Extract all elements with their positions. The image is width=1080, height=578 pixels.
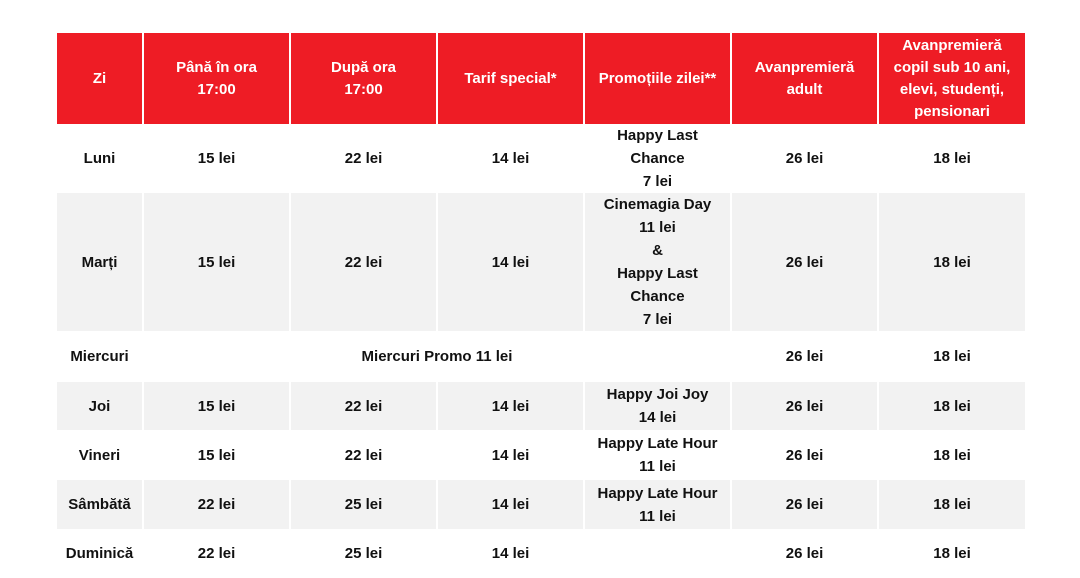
promo-line: Happy Last Chance: [617, 265, 698, 305]
cell-avan-adult: 26 lei: [732, 430, 877, 480]
header-avan-adult: [732, 33, 877, 124]
cell-merged-promo: Miercuri Promo 11 lei: [144, 331, 730, 382]
cell-zi: Vineri: [57, 430, 142, 480]
cell-zi: Marți: [57, 193, 142, 331]
cell-tarif: 14 lei: [438, 124, 583, 193]
table-row-miercuri: [57, 331, 1025, 382]
table-row-joi: [57, 382, 1025, 430]
cell-zi: Duminică: [57, 529, 142, 578]
cell-zi: Joi: [57, 382, 142, 430]
header-promo: Promoțiile zilei**: [585, 33, 730, 124]
header-line: Avanpremieră: [754, 58, 855, 76]
cell-promo: [585, 430, 730, 480]
promo-line: Happy Joi Joy: [606, 386, 709, 403]
table-row-duminica: [57, 529, 1025, 578]
header-line: 17:00: [344, 80, 383, 98]
promo-line: 11 lei: [639, 507, 676, 525]
cell-promo: [585, 124, 730, 193]
cell-dupa: 25 lei: [291, 529, 436, 578]
cell-pana: 22 lei: [144, 480, 289, 529]
cell-tarif: 14 lei: [438, 382, 583, 430]
cell-avan-adult: 26 lei: [732, 331, 877, 382]
cell-pana: 15 lei: [144, 382, 289, 430]
promo-line: 7 lei: [642, 311, 673, 328]
cell-dupa: 22 lei: [291, 430, 436, 480]
header-line: După ora: [330, 58, 396, 76]
cell-avan-copil: 18 lei: [879, 480, 1025, 529]
cell-avan-adult: 26 lei: [732, 382, 877, 430]
price-table: [55, 33, 1027, 578]
cell-tarif: 14 lei: [438, 480, 583, 529]
promo-line: 11 lei: [639, 458, 676, 475]
header-zi: Zi: [57, 33, 142, 124]
table-row-luni: [57, 124, 1025, 193]
cell-dupa: 25 lei: [291, 480, 436, 529]
cell-pana: 15 lei: [144, 430, 289, 480]
header-pana: [144, 33, 289, 124]
table-row-marti: [57, 193, 1025, 331]
cell-pana: 15 lei: [144, 124, 289, 193]
header-line: adult: [786, 80, 823, 98]
cell-tarif: 14 lei: [438, 193, 583, 331]
promo-line: 7 lei: [642, 173, 673, 190]
promo-line: Happy Late Hour: [597, 484, 718, 502]
header-line: 17:00: [197, 80, 236, 98]
promo-line: &: [652, 242, 663, 259]
cell-avan-copil: 18 lei: [879, 331, 1025, 382]
promo-line: Cinemagia Day: [603, 196, 712, 213]
cell-pana: 22 lei: [144, 529, 289, 578]
cell-avan-adult: 26 lei: [732, 529, 877, 578]
header-row: [57, 33, 1025, 124]
cell-tarif: 14 lei: [438, 529, 583, 578]
cell-zi: Sâmbătă: [57, 480, 142, 529]
cell-zi: Miercuri: [57, 331, 142, 382]
cell-promo: [585, 382, 730, 430]
cell-dupa: 22 lei: [291, 382, 436, 430]
promo-line: Happy Last Chance: [617, 127, 698, 167]
cell-avan-copil: 18 lei: [879, 124, 1025, 193]
header-dupa: [291, 33, 436, 124]
cell-promo: [585, 193, 730, 331]
promo-line: Happy Late Hour: [597, 435, 718, 452]
header-line: elevi, studenți,: [899, 80, 1005, 98]
table-row-vineri: [57, 430, 1025, 480]
header-avan-copil: [879, 33, 1025, 124]
table-row-sambata: [57, 480, 1025, 529]
cell-tarif: 14 lei: [438, 430, 583, 480]
header-line: Până în ora: [176, 58, 257, 76]
header-line: copil sub 10 ani,: [893, 58, 1011, 76]
cell-pana: 15 lei: [144, 193, 289, 331]
cell-avan-copil: 18 lei: [879, 529, 1025, 578]
cell-avan-adult: 26 lei: [732, 193, 877, 331]
cell-avan-adult: 26 lei: [732, 124, 877, 193]
cell-avan-adult: 26 lei: [732, 480, 877, 529]
cell-zi: Luni: [57, 124, 142, 193]
promo-line: 11 lei: [639, 219, 676, 236]
cell-avan-copil: 18 lei: [879, 382, 1025, 430]
header-line: pensionari: [914, 102, 990, 120]
price-table-container: [57, 33, 1023, 578]
promo-line: 14 lei: [638, 409, 677, 426]
cell-dupa: 22 lei: [291, 193, 436, 331]
cell-promo: [585, 480, 730, 529]
cell-avan-copil: 18 lei: [879, 430, 1025, 480]
cell-promo: [585, 529, 730, 578]
cell-dupa: 22 lei: [291, 124, 436, 193]
header-tarif: Tarif special*: [438, 33, 583, 124]
header-line: Avanpremieră: [902, 36, 1002, 54]
cell-avan-copil: 18 lei: [879, 193, 1025, 331]
